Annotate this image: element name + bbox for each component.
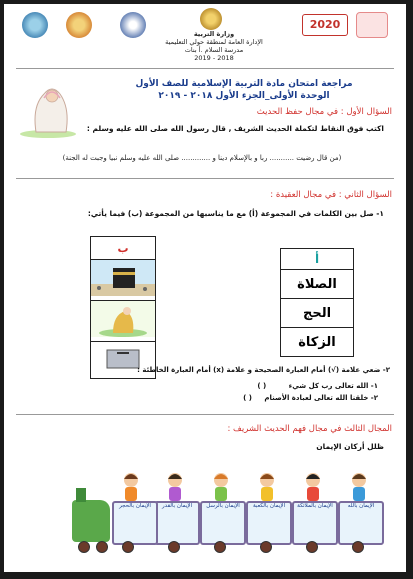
statement-row bbox=[243, 394, 378, 402]
kuwait-emblem bbox=[200, 8, 222, 30]
wagon[interactable] bbox=[246, 501, 292, 545]
answer-slot[interactable]: ( ) bbox=[257, 382, 267, 390]
section3-heading: المجال الثالث في مجال فهم الحديث الشريف : bbox=[227, 424, 392, 434]
group-b-header: ب bbox=[91, 237, 156, 260]
train-wheel bbox=[122, 541, 134, 553]
train-wheel bbox=[214, 541, 226, 553]
praying-girl-illustration bbox=[18, 76, 82, 138]
logo-left-3 bbox=[120, 12, 146, 38]
school-name: مدرسة السلام .أ بنات bbox=[184, 46, 244, 54]
section1-heading: السؤال الأول : في مجال حفظ الحديث bbox=[256, 107, 392, 117]
group-a-item: الزكاة bbox=[281, 328, 354, 357]
kid-illustration bbox=[302, 471, 324, 503]
wagon-label: الإيمان بالملائكة bbox=[297, 503, 333, 509]
kid-illustration bbox=[348, 471, 370, 503]
wagon-label: الإيمان بالقدر bbox=[161, 503, 193, 509]
statement-text: ١- الله تعالى رب كل شيء bbox=[288, 382, 378, 390]
true-false-instruction: ٢- ضعي علامة (√) أمام العبارة الصحيحة و علامة (x) أمام العبارة الخاطئة : bbox=[137, 366, 390, 374]
kid-illustration bbox=[120, 471, 142, 503]
train-wheel bbox=[168, 541, 180, 553]
ministry-line2: الإدارة العامة لمنطقة حولي التعليمية bbox=[165, 38, 263, 46]
kaaba-picture-cell bbox=[91, 260, 156, 301]
matching-instruction: ١- صل بين الكلمات في المجموعة (أ) مع ما يناسبها من المجموعة (ب) فيما يأتي: bbox=[87, 209, 384, 218]
kid-illustration bbox=[210, 471, 232, 503]
section2-divider bbox=[16, 414, 394, 415]
wagon[interactable] bbox=[200, 501, 246, 545]
group-a-item: الحج bbox=[281, 299, 354, 328]
wagon[interactable] bbox=[154, 501, 200, 545]
wagon-label: الإيمان بالله bbox=[347, 503, 375, 509]
header-divider bbox=[16, 68, 394, 69]
statement-text: ٢- خلقنا الله تعالى لعبادة الأصنام bbox=[264, 394, 378, 402]
train-wheel bbox=[352, 541, 364, 553]
wagon-label: الإيمان بالكعبة bbox=[252, 503, 286, 509]
train-wheel bbox=[96, 541, 108, 553]
kid-illustration bbox=[256, 471, 278, 503]
train-wheel bbox=[78, 541, 90, 553]
ministry-line1: وزارة التربية bbox=[193, 30, 235, 38]
group-a-header: أ bbox=[281, 249, 354, 270]
group-a-item: الصلاة bbox=[281, 270, 354, 299]
train-wheel bbox=[260, 541, 272, 553]
school-year: 2018 - 2019 bbox=[194, 54, 234, 62]
group-a-table bbox=[280, 248, 354, 357]
vision-2020-logo: 2020 bbox=[302, 14, 348, 36]
wagon[interactable] bbox=[338, 501, 384, 545]
section1-instruction: اكتب فوق النقاط لتكملة الحديث الشريف , قال رسول الله صلى الله عليه وسلم : bbox=[86, 124, 384, 133]
title-line1: مراجعة امتحان مادة التربية الإسلامية للصف الأول bbox=[135, 79, 353, 89]
prayer-icon bbox=[91, 301, 155, 337]
worksheet-page bbox=[4, 4, 406, 572]
group-b-table bbox=[90, 236, 156, 379]
logo-left-2 bbox=[66, 12, 92, 38]
page-title bbox=[94, 78, 394, 102]
prayer-picture-cell bbox=[91, 301, 156, 342]
section2-heading: السؤال الثاني : في مجال العقيدة : bbox=[270, 190, 392, 200]
train-engine bbox=[72, 500, 110, 542]
train-chimney bbox=[76, 488, 86, 502]
kaaba-icon bbox=[91, 260, 155, 296]
kid-illustration bbox=[164, 471, 186, 503]
wagon[interactable] bbox=[292, 501, 338, 545]
wagon-label: الإيمان بالرسل bbox=[206, 503, 240, 509]
answer-slot[interactable]: ( ) bbox=[243, 394, 252, 402]
section1-divider bbox=[16, 178, 394, 179]
section3-instruction: ظلل أركان الإيمان bbox=[316, 442, 384, 451]
wagon[interactable] bbox=[112, 501, 158, 545]
logo-right bbox=[356, 12, 388, 38]
hadith-text: (من قال رضيت ........... ربا و بالإسلام دينا و ............. صلى الله عليه وسلم نبيا وجبت له الجنة) bbox=[62, 154, 342, 162]
logo-left-1 bbox=[22, 12, 48, 38]
ministry-block bbox=[154, 30, 274, 62]
statement-row bbox=[257, 382, 378, 390]
train-wheel bbox=[306, 541, 318, 553]
wagon-label: الإيمان بالحجر bbox=[119, 503, 151, 509]
title-line2: الوحدة الأولى_الجزء الأول ٢٠١٨ - ٢٠١٩ bbox=[158, 91, 330, 101]
